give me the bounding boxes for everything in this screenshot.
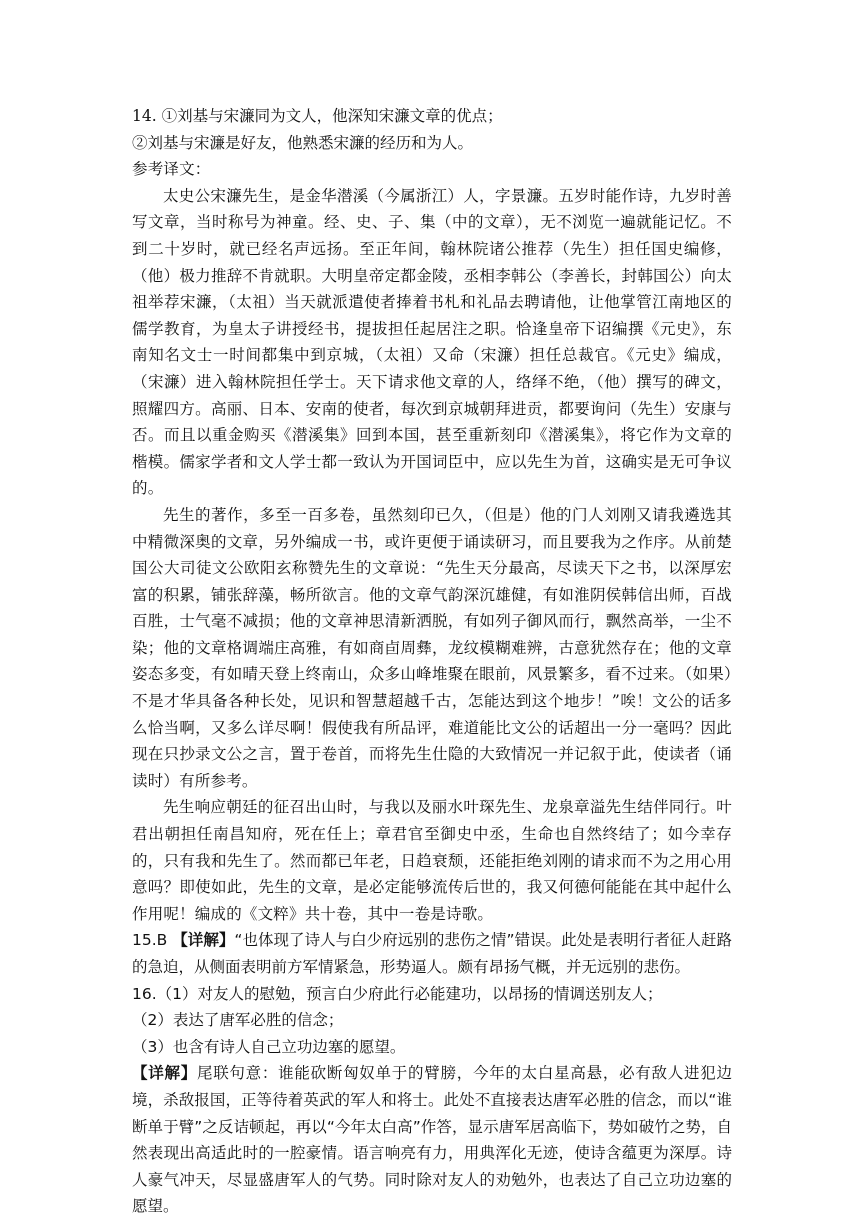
translation-paragraph-1: 太史公宋濂先生，是金华潜溪（今属浙江）人，字景濂。五岁时能作诗，九岁时善写文章，当时称号为神童。经、史、子、集（中的文章），无不浏览一遍就能记忆。不到二十岁时，就已经名声远扬。至正年间，翰林院诸公推荐（先生）担任国史编修，（他）极力推辞不肯就职。大明皇帝定都金陵，丞相李韩公（李善长，封韩国公）向太祖举荐宋濂，（太祖）当天就派遣使者捧着书札和礼品去聘请他，让他掌管江南地区的儒学教育，为皇太子讲授经书，提拔担任起居注之职。恰逢皇帝下诏编撰《元史》，东南知名文士一时间都集中到京城，（太祖）又命（宋濂）担任总裁官。《元史》编成，（宋濂）进入翰林院担任学士。天下请求他文章的人，络绎不绝，（他）撰写的碑文，照耀四方。高丽、日本、安南的使者，每次到京城朝拜进贡，都要询问（先生）安康与否。而且以重金购买《潜溪集》回到本国，甚至重新刻印《潜溪集》，将它作为文章的楷模。儒家学者和文人学士都一致认为开国词臣中，应以先生为首，这确实是无可争议的。 (132, 186, 732, 498)
answer-16-detail-text: 尾联句意：谁能砍断匈奴单于的臂膀，今年的太白星高悬，必有敌人进犯边境，杀敌报国，正等待着英武的军人和将士。此处不直接表达唐军必胜的信念，而以“谁断单于臂”之反诘顿起，再以“今年太白高”作答，显示唐军居高临下，势如破竹之势，自然表现出高适此时的一腔豪情。语言响亮有力，用典浑化无迹，使诗含蕴更为深厚。诗人豪气冲天，尽显盛唐军人的气势。同时除对友人的劝勉外，也表达了自己立功边塞的愿望。 (132, 1064, 732, 1216)
translation-paragraph-2: 先生的著作，多至一百多卷，虽然刻印已久，（但是）他的门人刘刚又请我遴选其中精微深奥的文章，另外编成一书，或许更便于诵读研习，而且要我为之作序。从前楚国公大司徒文公欧阳玄称赞先生的文章说：“先生天分最高，尽读天下之书，以深厚宏富的积累，铺张辞藻，畅所欲言。他的文章气韵深沉雄健，有如淮阴侯韩信出师，百战百胜，士气毫不减损；他的文章神思清新洒脱，有如列子御风而行，飘然高举，一尘不染；他的文章格调端庄高雅，有如商卣周彝，龙纹模糊难辨，古意犹然存在；他的文章姿态多变，有如晴天登上终南山，众多山峰堆聚在眼前，风景繁多，看不过来。（如果）不是才华具备各种长处，见识和智慧超越千古，怎能达到这个地步！”唉！文公的话多么恰当啊，又多么详尽啊！假使我有所品评，难道能比文公的话超出一分一毫吗？因此现在只抄录文公之言，置于卷首，而将先生仕隐的大致情况一并记叙于此，使读者（诵读时）有所参考。 (132, 505, 732, 790)
answer-14-line-1: 14. ①刘基与宋濂同为文人，他深知宋濂文章的优点； (132, 107, 503, 125)
document-page (132, 103, 732, 1220)
answer-15-detail-tag: 【详解】 (172, 931, 235, 950)
answer-16-detail-tag: 【详解】 (132, 1064, 197, 1083)
answer-14-line-2: ②刘基与宋濂是好友，他熟悉宋濂的经历和为人。 (132, 133, 474, 152)
answer-16-line-3: （3）也含有诗人自己立功边塞的愿望。 (132, 1037, 406, 1056)
answer-15-detail-text: “也体现了诗人与白少府远别的悲伤之情”错误。此处是表明行者征人赶路的急迫，从侧面表明前方军情紧急，形势逼人。颇有昂扬气概，并无远别的悲伤。 (132, 931, 732, 976)
translation-paragraph-3: 先生响应朝廷的征召出山时，与我以及丽水叶琛先生、龙泉章溢先生结伴同行。叶君出朝担任南昌知府，死在任上；章君官至御史中丞，生命也自然终结了；如今幸存的，只有我和先生了。然而都已年老，日趋衰颓，还能拒绝刘刚的请求而不为之用心用意吗？即使如此，先生的文章，是必定能够流传后世的，我又何德何能能在其中起什么作用呢！编成的《文粹》共十卷，其中一卷是诗歌。 (132, 798, 732, 923)
answer-16-line-2: （2）表达了唐军必胜的信念； (132, 1011, 344, 1030)
answer-16-line-1: 16.（1）对友人的慰勉，预言白少府此行必能建功，以昂扬的情调送别友人； (132, 984, 663, 1003)
reference-translation (132, 156, 732, 927)
answer-15 (132, 927, 732, 980)
translation-heading: 参考译文： (132, 160, 211, 179)
answer-16-detail (132, 1060, 732, 1220)
answer-15-prefix: 15.B (132, 931, 173, 950)
